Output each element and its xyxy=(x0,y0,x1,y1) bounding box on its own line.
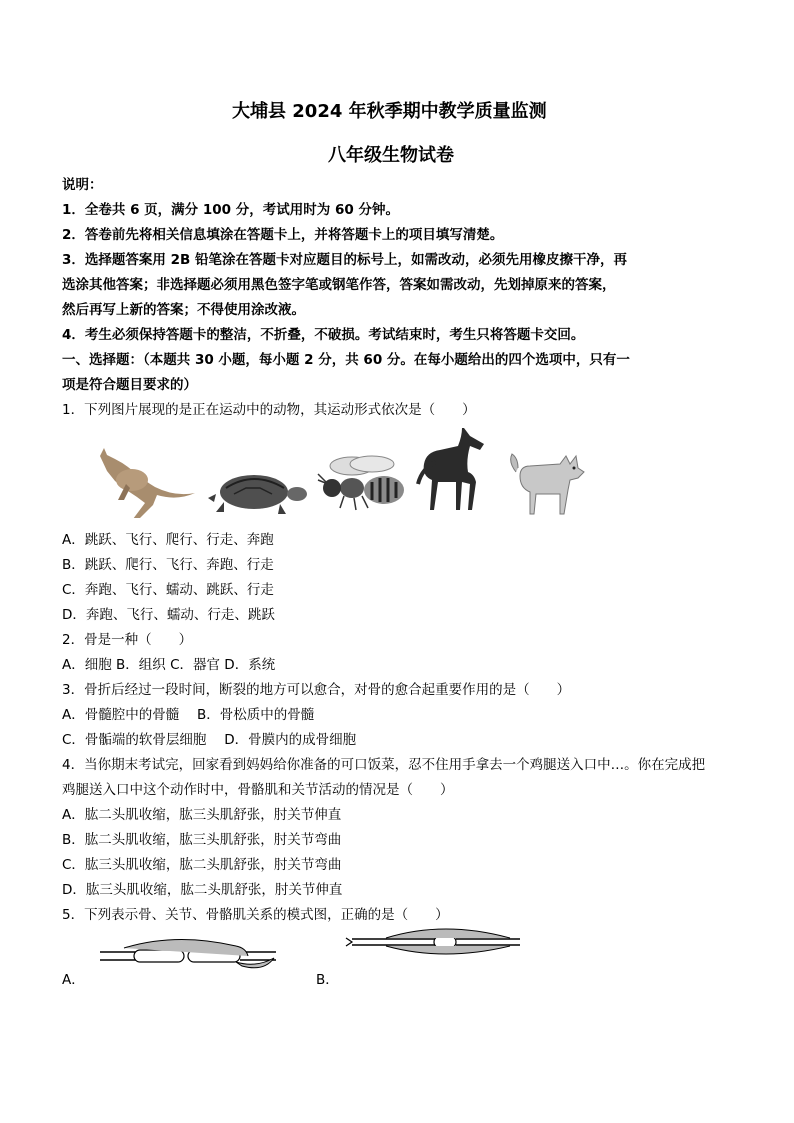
question-2-options: A．细胞 B．组织 C．器官 D．系统 xyxy=(62,657,276,673)
bone-joint-muscle-diagram-b xyxy=(344,924,522,960)
section-heading: 一、选择题：（本题共 30 小题，每小题 2 分，共 60 分。在每小题给出的四个选项中，只有一 xyxy=(62,352,630,368)
dog-image xyxy=(502,450,588,516)
question-4-stem-cont: 鸡腿送入口中这个动作时中，骨骼肌和关节活动的情况是（ ） xyxy=(62,782,454,798)
instruction-line: 选涂其他答案；非选择题必须用黑色签字笔或钢笔作答，答案如需改动，先划掉原来的答案， xyxy=(62,277,616,293)
question-1-option-a: A．跳跃、飞行、爬行、行走、奔跑 xyxy=(62,532,274,548)
instruction-line: 2．答卷前先将相关信息填涂在答题卡上，并将答题卡上的项目填写清楚。 xyxy=(62,227,504,243)
instruction-line: 4．考生必须保持答题卡的整洁，不折叠，不破损。考试结束时，考生只将答题卡交回。 xyxy=(62,327,585,343)
exam-subtitle: 八年级生物试卷 xyxy=(328,145,454,166)
question-1-option-c: C．奔跑、飞行、蠕动、跳跃、行走 xyxy=(62,582,274,598)
question-4-option-a: A．肱二头肌收缩，肱三头肌舒张，肘关节伸直 xyxy=(62,807,342,823)
instructions-heading: 说明： xyxy=(62,177,103,193)
question-3-stem: 3．骨折后经过一段时间，断裂的地方可以愈合，对骨的愈合起重要作用的是（ ） xyxy=(62,682,571,698)
bone-joint-muscle-diagram-a xyxy=(96,938,278,974)
instruction-line: 然后再写上新的答案；不得使用涂改液。 xyxy=(62,302,305,318)
question-5-label-b: B． xyxy=(316,972,339,988)
instruction-line: 1．全卷共 6 页，满分 100 分，考试用时为 60 分钟。 xyxy=(62,202,399,218)
question-1-stem: 1．下列图片展现的是正在运动中的动物，其运动形式依次是（ ） xyxy=(62,402,476,418)
question-4-option-b: B．肱二头肌收缩，肱三头肌舒张，肘关节弯曲 xyxy=(62,832,342,848)
instruction-line: 3．选择题答案用 2B 铅笔涂在答题卡对应题目的标号上，如需改动，必须先用橡皮擦干净，再 xyxy=(62,252,627,268)
exam-title: 大埔县 2024 年秋季期中教学质量监测 xyxy=(232,101,547,122)
question-5-label-a: A． xyxy=(62,972,85,988)
question-1-option-d: D．奔跑、飞行、蠕动、行走、跳跃 xyxy=(62,607,275,623)
question-1-option-b: B．跳跃、爬行、飞行、奔跑、行走 xyxy=(62,557,274,573)
turtle-image xyxy=(202,464,310,522)
horse-image xyxy=(412,424,496,516)
question-4-option-d: D．肱三头肌收缩，肱二头肌舒张，肘关节伸直 xyxy=(62,882,343,898)
question-3-options-cd: C．骨骺端的软骨层细胞 D．骨膜内的成骨细胞 xyxy=(62,732,357,748)
question-3-options-ab: A．骨髓腔中的骨髓 B．骨松质中的骨髓 xyxy=(62,707,315,723)
question-5-stem: 5．下列表示骨、关节、骨骼肌关系的模式图，正确的是（ ） xyxy=(62,907,449,923)
kangaroo-image xyxy=(86,446,198,518)
question-4-option-c: C．肱三头肌收缩，肱二头肌舒张，肘关节弯曲 xyxy=(62,857,342,873)
bee-image xyxy=(314,452,410,514)
question-4-stem: 4．当你期末考试完，回家看到妈妈给你准备的可口饭菜，忍不住用手拿去一个鸡腿送入口中…。你在完成把 xyxy=(62,757,706,773)
question-2-stem: 2．骨是一种（ ） xyxy=(62,632,193,648)
section-heading-cont: 项是符合题目要求的） xyxy=(62,377,197,393)
